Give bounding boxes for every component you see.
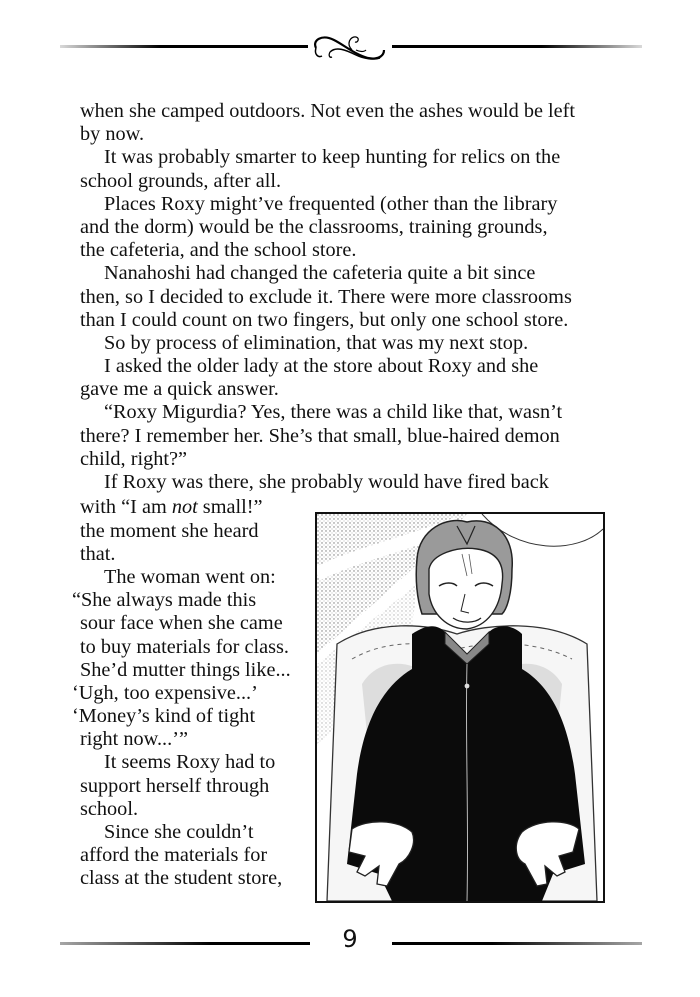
header-rule-left: [60, 45, 308, 48]
text-line: class at the student store,: [80, 867, 283, 890]
text-line: Places Roxy might’ve frequented (other than the library: [104, 192, 558, 215]
text-line: sour face when she came: [80, 612, 283, 635]
text-line: “Roxy Migurdia? Yes, there was a child like that, wasn’t: [104, 401, 563, 424]
text-line: school grounds, after all.: [80, 169, 282, 192]
text-line: child, right?”: [80, 447, 188, 470]
text-line: by now.: [80, 123, 145, 146]
text-line: It was probably smarter to keep hunting for relics on the: [104, 146, 561, 169]
seated-man-illustration-icon: [317, 514, 603, 901]
text-line: She’d mutter things like...: [80, 658, 291, 681]
text-line: ‘Money’s kind of tight: [72, 705, 256, 728]
text-line: the moment she heard: [80, 519, 259, 542]
text-line: If Roxy was there, she probably would have fired back: [104, 471, 549, 493]
text-line: I asked the older lady at the store about Roxy and she: [104, 355, 539, 378]
body-text-full: [80, 100, 620, 494]
text-line: that.: [80, 542, 116, 565]
body-text-narrow: [72, 496, 320, 890]
page-number: 9: [342, 925, 358, 953]
text-line: school.: [80, 797, 139, 820]
text-line: ‘Ugh, too expensive...’: [72, 681, 258, 704]
text-line: afford the materials for: [80, 844, 268, 867]
text-line: then, so I decided to exclude it. There were more classrooms: [80, 285, 572, 308]
footer-rule-left: [60, 942, 310, 945]
text-line: It seems Roxy had to: [104, 751, 276, 774]
emphasis-text: not: [171, 496, 198, 519]
flourish-ornament-icon: [308, 30, 392, 66]
text-line: The woman went on:: [104, 565, 276, 588]
text-line: So by process of elimination, that was my next stop.: [104, 331, 529, 354]
text-line: when she camped outdoors. Not even the ashes would be left: [80, 100, 576, 122]
text-line: right now...’”: [80, 728, 188, 751]
manga-illustration: [315, 512, 605, 903]
text-line: there? I remember her. She’s that small, blue-haired demon: [80, 424, 560, 447]
text-line: the cafeteria, and the school store.: [80, 239, 357, 262]
text-line: to buy materials for class.: [80, 635, 289, 658]
text-line: with “I am not small!”: [80, 496, 263, 519]
footer-rule-right: [392, 942, 642, 945]
text-line: Nanahoshi had changed the cafeteria quite a bit since: [104, 262, 536, 285]
text-line: support herself through: [80, 774, 270, 797]
text-line: gave me a quick answer.: [80, 378, 279, 401]
text-line: “She always made this: [72, 589, 257, 612]
text-line: Since she couldn’t: [104, 821, 254, 844]
text-line: and the dorm) would be the classrooms, training grounds,: [80, 215, 548, 238]
text-line: than I could count on two fingers, but only one school store.: [80, 308, 569, 331]
header-rule-right: [392, 45, 642, 48]
